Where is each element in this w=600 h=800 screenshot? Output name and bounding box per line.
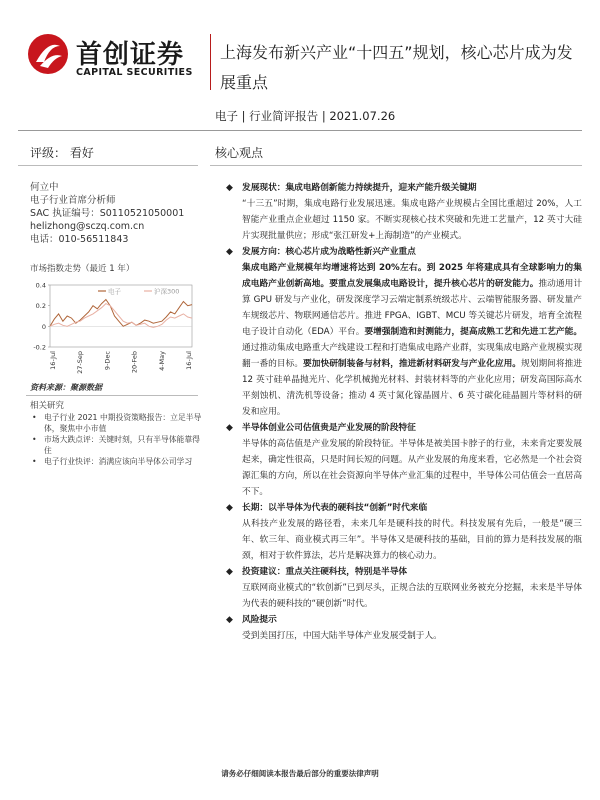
point-body-bold: 要增强制造和封测能力，提高成熟工艺和先进工艺产能。 — [364, 327, 583, 337]
x-tick-label: 20-Feb — [130, 351, 139, 374]
x-tick-label: 16-Jul — [185, 351, 193, 370]
market-chart-title: 市场指数走势（最近 1 年） — [30, 264, 135, 274]
point-body — [242, 260, 582, 420]
diamond-bullet-icon: ◆ — [226, 183, 233, 193]
diamond-bullet-icon: ◆ — [226, 247, 233, 257]
point-heading: 风险提示 — [242, 615, 277, 625]
logo-mark-icon — [26, 32, 70, 76]
analyst-name: 何立中 — [30, 182, 59, 193]
bullet-icon: • — [32, 435, 37, 444]
legend-label: 沪深300 — [154, 287, 180, 296]
bullet-icon: • — [32, 413, 37, 422]
point-body: 互联网商业模式的“软创新”已到尽头，正规合法的互联网业务被充分挖掘，未来是半导体为代表的硬科技的“硬创新”时代。 — [242, 583, 582, 609]
analyst-email[interactable]: helizhong@sczq.com.cn — [30, 221, 145, 232]
header-rule — [18, 130, 582, 131]
core-views-title: 核心观点 — [215, 146, 264, 160]
x-tick-label: 4-May — [157, 351, 166, 371]
point-body-text: 推动通用计算 GPU 研发与产业化，研发深度学习云端定制系统级芯片、云端智能服务器、研发量产车规级芯片、物联网通信芯片。推进 FPGA、IGBT、MCU 等关键芯片研发，培育全流程电子设计自动化（EDA）平台。 — [242, 279, 582, 337]
related-research-list — [30, 412, 202, 467]
point-body: 从科技产业发展的路径看，未来几年是硬科技的时代。科技发展有先后，一般是“硬三年、软三年、商业模式再三年”。半导体又是硬科技的基础，目前的算力是科技发展的瓶颈，相对于软件算法，芯片是解决算力的核心动力。 — [242, 519, 582, 561]
analyst-info — [30, 181, 184, 246]
analyst-sac: SAC 执证编号：S0110521050001 — [30, 208, 185, 219]
logo-text-cn: 首创证券 — [76, 40, 185, 70]
related-item-text: 市场大跌点评：关键时刻，只有半导体能靠得住 — [44, 435, 200, 455]
point-long-term — [222, 500, 582, 564]
point-body-text: 通过推动集成电路重大产线建设工程和打造集成电路产业群，实现集成电路产业规模实现翻一番的目标。 — [242, 343, 582, 369]
footer-disclaimer: 请务必仔细阅读本报告最后部分的重要法律声明 — [221, 769, 379, 778]
diamond-bullet-icon: ◆ — [226, 615, 233, 625]
point-body-text: 规划期间将推进 12 英寸硅单晶抛光片、化学机械抛光材料、封装材料等的产业化应用；研发高国际高水平刻蚀机、清洗机等设备；推动 4 英寸氮化镓晶圆片、6 英寸碳化硅晶圆片等材料的研发和应用。 — [242, 359, 582, 417]
point-heading: 长期：以半导体为代表的硬科技“创新”时代来临 — [242, 503, 428, 513]
point-body-bold: 集成电路产业规模年均增速将达到 20%左右。到 2025 年将建成具有全球影响力的集成电路产业创新高地。要重点发展集成电路设计，提升核心芯片的研发能力。 — [242, 263, 582, 289]
y-tick-label: 0 — [41, 322, 46, 331]
point-body: 半导体的高估值是产业发展的阶段特征。半导体是被美国卡脖子的行业，未来肯定要发展起来，确定性很高，只是时间长短的问题。从产业发展的角度来看，它必然是一个社会资源汇集的方向，所以在社会资源向半导体产业汇集的过程中，半导体公司估值会一直居高不下。 — [242, 439, 582, 497]
market-chart-svg — [26, 277, 200, 377]
point-risk — [222, 612, 582, 644]
legend-label: 电子 — [108, 287, 121, 296]
point-direction — [222, 244, 582, 420]
core-views-rule — [210, 165, 582, 166]
report-title: 上海发布新兴产业“十四五”规划，核心芯片成为发展重点 — [220, 43, 573, 92]
core-points — [222, 180, 582, 644]
related-item[interactable] — [30, 434, 202, 456]
sidebar-rule — [26, 395, 198, 396]
logo-text-en: CAPITAL SECURITIES — [76, 67, 193, 78]
x-tick-label: 9-Dec — [103, 351, 112, 371]
series-line-电子 — [50, 300, 192, 327]
point-heading: 发展方向：核心芯片成为战略性新兴产业重点 — [242, 247, 416, 257]
point-heading: 投资建议：重点关注硬科技，特别是半导体 — [242, 567, 408, 577]
market-chart — [26, 277, 200, 377]
related-item[interactable] — [30, 456, 202, 467]
diamond-bullet-icon: ◆ — [226, 567, 233, 577]
related-research-title: 相关研究 — [30, 401, 65, 411]
x-tick-label: 16-Jul — [49, 351, 57, 370]
company-logo — [26, 32, 206, 82]
y-tick-label: -0.2 — [33, 343, 46, 352]
related-item-text: 电子行业 2021 中期投资策略报告：立足半导体，聚焦中小市值 — [44, 413, 202, 433]
point-valuation — [222, 420, 582, 500]
related-item[interactable] — [30, 412, 202, 434]
analyst-phone: 电话：010-56511843 — [30, 234, 129, 245]
header-divider — [210, 34, 211, 90]
rating: 评级： 看好 — [30, 146, 94, 160]
y-tick-label: 0.2 — [35, 302, 46, 311]
point-investment — [222, 564, 582, 612]
rating-rule — [18, 165, 198, 166]
point-status — [222, 180, 582, 244]
diamond-bullet-icon: ◆ — [226, 503, 233, 513]
related-item-text: 电子行业快评：消满应该向半导体公司学习 — [44, 457, 193, 466]
point-body-bold: 要加快研制装备与材料，推进新材料研发与产业化应用。 — [303, 359, 521, 369]
point-body: “十三五”时期，集成电路行业发展迅速。集成电路产业规模占全国比重超过 20%，人工智能产业重点企业超过 1150 家。不断实现核心技术突破和先进工艺量产，12 英寸大硅片实现批量供应；形成“张江研发+上海制造”的产业模式。 — [242, 199, 582, 241]
y-tick-label: 0.4 — [35, 281, 46, 290]
diamond-bullet-icon: ◆ — [226, 423, 233, 433]
analyst-role: 电子行业首席分析师 — [30, 195, 116, 206]
point-heading: 发展现状：集成电路创新能力持续提升，迎来产能升级关键期 — [242, 183, 477, 193]
point-heading: 半导体创业公司估值贵是产业发展的阶段特征 — [242, 423, 416, 433]
bullet-icon: • — [32, 457, 37, 466]
chart-source: 资料来源：聚源数据 — [30, 383, 102, 392]
x-tick-label: 27-Sep — [76, 351, 85, 374]
point-body: 受到美国打压，中国大陆半导体产业发展受制于人。 — [242, 631, 442, 641]
report-meta: 电子 | 行业简评报告 | 2021.07.26 — [215, 109, 396, 123]
